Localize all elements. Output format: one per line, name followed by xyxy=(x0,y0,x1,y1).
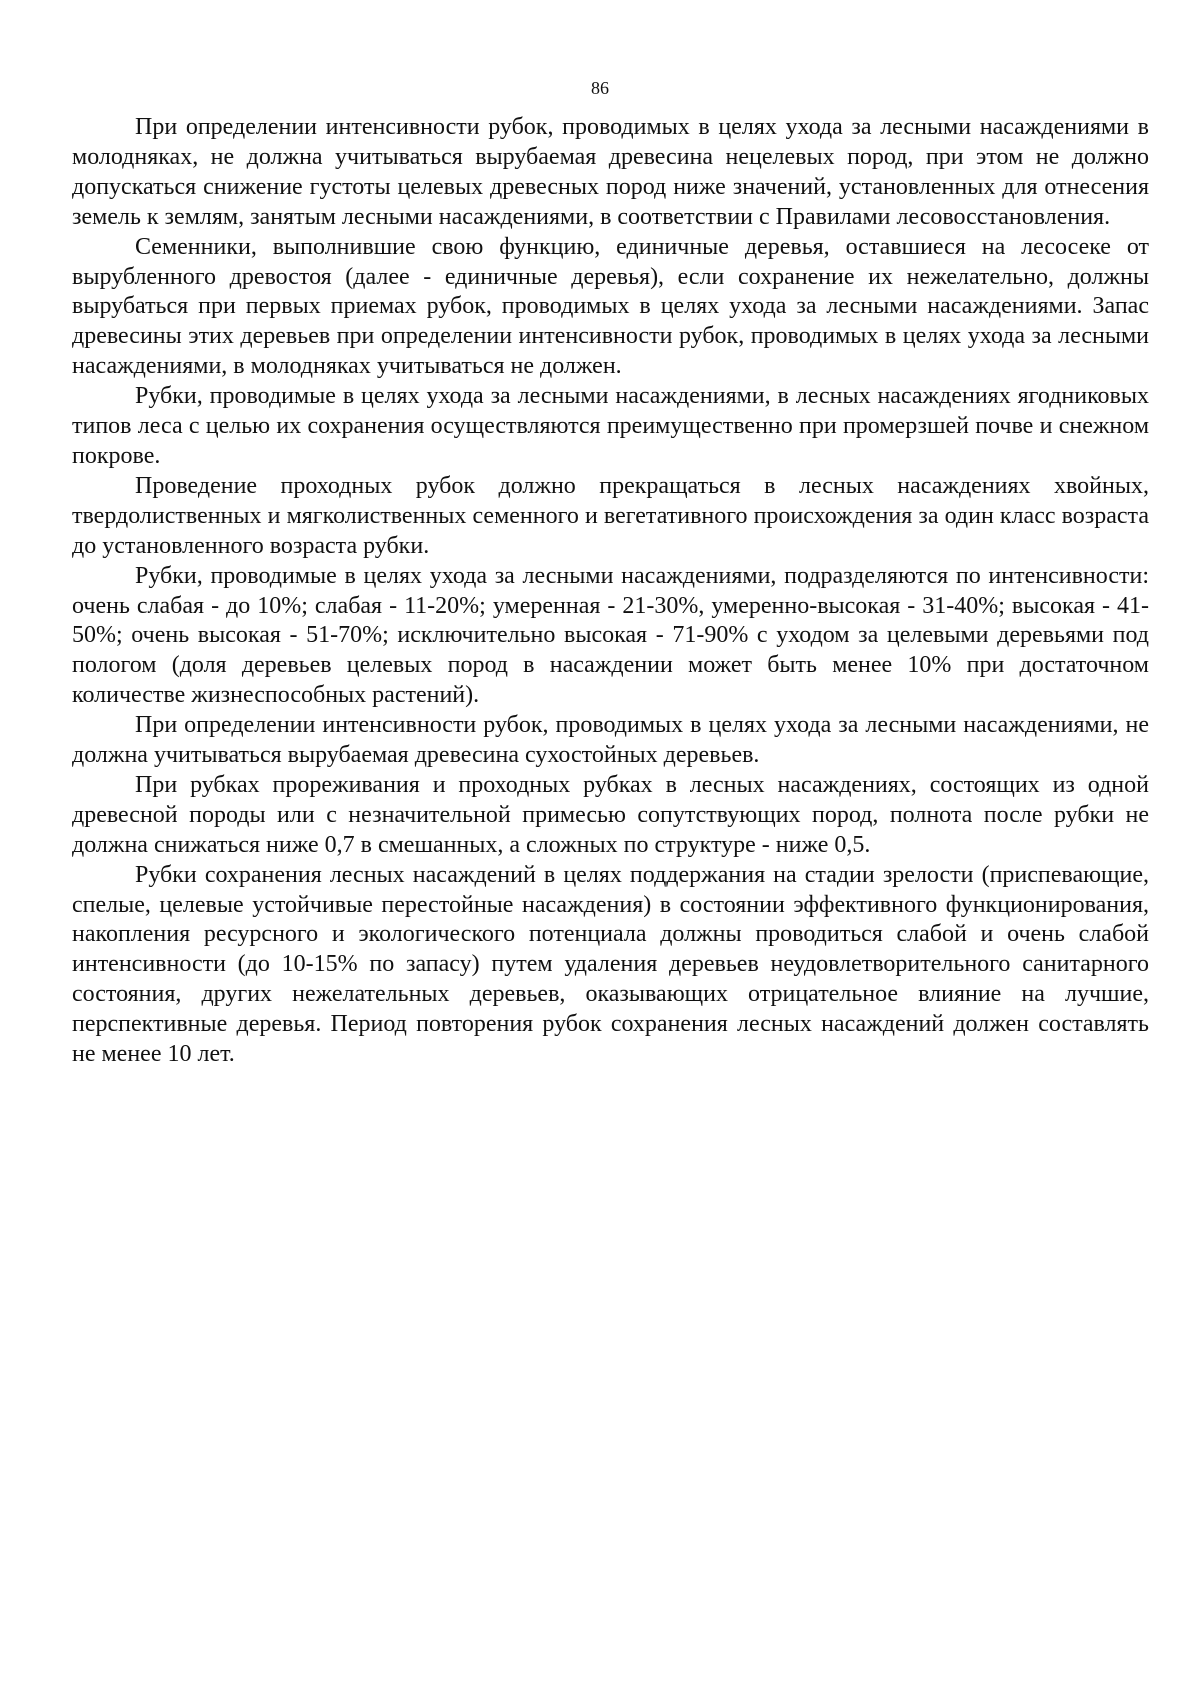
paragraph-3: Рубки, проводимые в целях ухода за лесными насаждениями, в лесных насаждениях ягодниковых типов леса с целью их сохранения осуществляются преимущественно при промерзшей почве и снежном покрове. xyxy=(72,383,1149,469)
paragraph-1: При определении интенсивности рубок, проводимых в целях ухода за лесными насаждениями в молодняках, не должна учитываться вырубаемая древесина нецелевых пород, при этом не должно допускаться снижение густоты целевых древесных пород ниже значений, установленных для отнесения земель к землям, занятым лесными насаждениями, в соответствии с Правилами лесовосстановления. xyxy=(72,114,1149,230)
paragraph-7: При рубках прореживания и проходных рубках в лесных насаждениях, состоящих из одной древесной породы или с незначительной примесью сопутствующих пород, полнота после рубки не должна снижаться ниже 0,7 в смешанных, а сложных по структуре - ниже 0,5. xyxy=(72,771,1149,858)
paragraph-2: Семенники, выполнившие свою функцию, единичные деревья, оставшиеся на лесосеке от вырубленного древостоя (далее - единичные деревья), если сохранение их нежелательно, должны вырубаться при первых приемах рубок, проводимых в целях ухода за лесными насаждениями. Запас древесины этих деревьев при определении интенсивности рубок, проводимых в целях ухода за лесными насаждениями, в молодняках учитываться не должен. xyxy=(72,233,1149,380)
paragraph-6: При определении интенсивности рубок, проводимых в целях ухода за лесными насаждениями, не должна учитываться вырубаемая древесина сухостойных деревьев. xyxy=(72,712,1149,769)
paragraph-8: Рубки сохранения лесных насаждений в целях поддержания на стадии зрелости (приспевающие, спелые, целевые устойчивые перестойные насаждения) в состоянии эффективного функционирования, накопления ресурсного и экологического потенциала должны проводиться слабой и очень слабой интенсивности (до 10-15% по запасу) путем удаления деревьев неудовлетворительного санитарного состояния, других нежелательных деревьев, оказывающих отрицательное влияние на лучшие, перспективные деревья. Период повторения рубок сохранения лесных насаждений должен составлять не менее 10 лет. xyxy=(72,861,1149,1068)
page-number: 86 xyxy=(591,78,609,98)
paragraph-5: Рубки, проводимые в целях ухода за лесными насаждениями, подразделяются по интенсивности: очень слабая - до 10%; слабая - 11-20%; умеренная - 21-30%, умеренно-высокая - 31-40%; высокая - 41-50%; очень высокая - 51-70%; исключительно высокая - 71-90% с уходом за целевыми деревьями под пологом (доля деревьев целевых пород в насаждении может быть менее 10% при достаточном количестве жизнеспособных растений). xyxy=(72,562,1149,709)
document-body xyxy=(72,113,1149,1070)
paragraph-4: Проведение проходных рубок должно прекращаться в лесных насаждениях хвойных, твердолиственных и мягколиственных семенного и вегетативного происхождения за один класс возраста до установленного возраста рубки. xyxy=(72,472,1149,559)
